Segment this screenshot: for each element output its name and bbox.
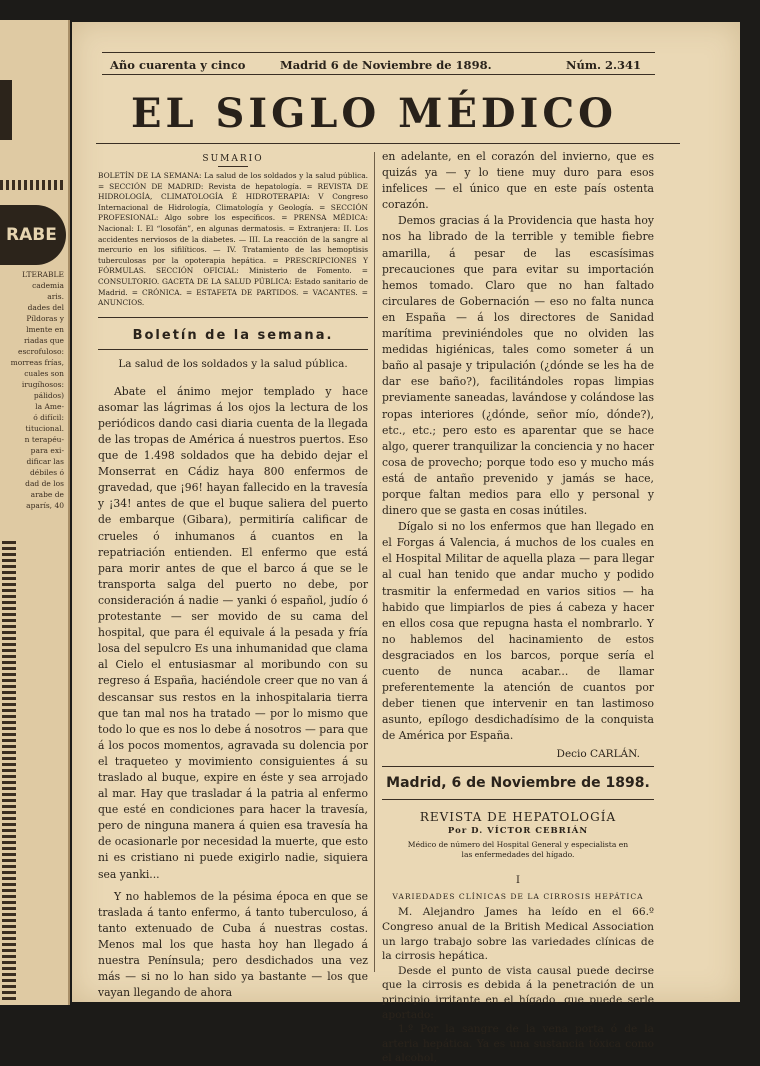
left-page-line: aris. [47,292,64,301]
section-heading: VARIEDADES CLÍNICAS DE LA CIRROSIS HEPÁTICA [392,892,644,902]
column-divider [374,152,375,972]
boletin-paragraph-1: Abate el ánimo mejor templado y hace asomar las lágrimas á los ojos la lectura de los periódicos dando casi diaria cuenta de la llegada de las tropas de América á nuestros puertos. Eso que de 1.498 soldados que ha debido dejar el Monserrat en Cádiz haya 800 enfermos de gravedad, que ¡96! hayan fallecido en la travesía y ¡34! antes de que el buque saliera del puerto de embarque (Gibara), permitiría calificar de crueles ó inhumanos á cuantos en la repatriación entienden. El enfermo que está para morir antes de que el barco á que se le transporta salga del puerto no debe, por consideración á nadie — yanki ó español, judío ó protestante — ser movido de su cama del hospital, que para él equivale á la pesada y fría losa del sepulcro Es una inhumanidad que clama al Cielo el entusiasmar al moribundo con su regreso á España, haciéndole creer que no van á descansar sus restos en la inhospitalaria tierra que tan mal nos ha tratado — por lo mismo que todo lo que es nos lo debe á nosotros — para que á los pocos momentos, agravada su dolencia por el traqueteo y movimiento consiguientes á su traslado al buque, expire en éste y sea arrojado al mar. Hay que trasladar á la patria al enfermo que esté en condiciones para hacer la travesía, pero de ninguna manera á quien esa travesía ha de ocasionarle por necesidad la muerte, que esto ni es cristiano ni puede exigirlo nadie, siquiera sea yanki... [98,384,368,881]
left-page-line: riadas que [23,336,64,345]
left-page-line: irugíhosos: [21,380,64,389]
left-page-line: Píldoras y [26,314,64,323]
sumario-end-rule [98,317,368,318]
revista-author-note: Médico de número del Hospital General y especialista en las enfermedades del hígado. [407,840,629,859]
title-rule [96,143,680,144]
boletin-paragraph-2: Y no hablemos de la pésima época en que se traslada á tanto enfermo, á tanto tuberculoso, á tanto extenuado de Cuba á nuestras costas. Menos mal los que hasta hoy han llegado á nuestra Península; pero desdichados una vez más — si no lo han sido ya bastante — los que vayan llegando de ahora [98,889,368,1000]
left-page-strip [0,20,70,1005]
left-page-line: la Ame- [35,402,64,411]
boletin-paragraph-3: en adelante, en el corazón del invierno, que es quizás ya — y lo tiene muy duro para esos infelices — el único que en este país ostenta corazón. [382,150,654,212]
left-column [98,154,368,1001]
page-title: EL SIGLO MÉDICO [130,90,618,137]
boletin-paragraph-4: Demos gracias á la Providencia que hasta hoy nos ha librado de la terrible y temible fiebre amarilla, á pesar de las escasísimas precauciones que para evitar su importación hemos tomado. Claro que no han faltado circulares de Gobernación — eso no falta nunca en España — á los directores de Sanidad marítima previniéndoles que no olviden las medidas higiénicas, tales como someter á un baño al pasaje y tripulación (¿dónde se les ha de dar ese baño?), facilitándoles ropas limpias previamente saneadas, lavándose y colándose las ropas interiores (¿dónde, señor mío, dónde?), etc., etc.; pero esto es aparentar que se hace algo, querer tranquilizar la conciencia y no hacer cosa de provecho; porque todo eso y mucho más está de antaño prevenido y jamás se hace, porque faltan medios para ello y personal y dinero que se gasta en cosas inútiles. [382,214,654,518]
sumario-heading: SUMARIO [202,154,264,164]
left-page-line: cuales son [24,369,64,378]
left-page-line: dad de los [25,479,64,488]
left-page-line: pálidos) [33,391,64,400]
left-page-line: arabe de [30,490,64,499]
signature: Decio CARLÁN. [556,748,640,761]
left-banner-text: RABE [6,225,57,245]
left-page-line: escrofuloso: [18,347,64,356]
left-page-line: cademia [32,281,64,290]
left-page-line: para exi- [30,446,64,455]
left-page-line: titucional. [25,424,64,433]
madrid-top-rule [382,766,654,767]
ornament-band-top [0,180,66,190]
header-top-rule [102,52,655,53]
left-page-line: ó difícil: [33,413,64,422]
left-page-line: débiles ó [29,468,64,477]
header-bottom-rule [102,74,655,75]
section-number: I [516,875,520,887]
left-page-line: morreas frías, [10,358,64,367]
left-page-line: dificar las [26,457,64,466]
madrid-dateline: Madrid, 6 de Noviembre de 1898. [386,775,650,792]
boletin-subtitle: La salud de los soldados y la salud pública. [118,357,348,370]
ornament-band-bottom [2,540,16,1000]
sumario-text: BOLETÍN DE LA SEMANA: La salud de los soldados y la salud pública. = SECCIÓN DE MADRID: Revista de hepatología. = REVISTA DE HIDROLOGÍA, CLIMATOLOGÍA É HIDROTERAPIA: V Congreso Internacional de Hidrología, Climatología y Geología. = SECCIÓN PROFESIONAL: Algo sobre los específicos. = PRENSA MÉDICA: Nacional: I. El “losofán”, en algunas dermatosis. = Extranjera: II. Los accidentes nerviosos de la diabetes. — III. La reacción de la sangre al mercurio en los sifilíticos. — IV. Tratamiento de las hemoptisis tuberculosas por la opoterapia hepática. = PRESCRIPCIONES Y FÓRMULAS. SECCIÓN OFICIAL: Ministerio de Fomento. = CONSULTORIO. GACETA DE LA SALUD PÚBLICA: Estado sanitario de Madrid. = CRÓNICA. = ESTAFETA DE PARTIDOS. = VACANTES. = ANUNCIOS. [98,171,368,308]
revista-paragraph-2: Desde el punto de vista causal puede decirse que la cirrosis es debida á la penetración de un principio irritante en el hígado, que puede serle aportado: [382,964,654,1021]
right-column [382,149,654,1066]
left-page-line: dades del [27,303,64,312]
left-page-line: LTERABLE [22,270,64,279]
left-image-block [0,80,12,140]
header-date: Madrid 6 de Noviembre de 1898. [280,58,492,72]
revista-paragraph-3: 1.º Por la sangre de la vena porta ó de la arteria hepática. Ya es una sustancia tóxica como el alcohol, [382,1023,654,1065]
boletin-paragraph-5: Dígalo si no los enfermos que han llegado en el Forgas á Valencia, á muchos de los cuales en el Hospital Militar de aquella plaza — para llegar al cual han tenido que andar mucho y podido trasmitir la enfermedad en varios sitios — ha habido que limpiarlos de pies á cabeza y hacer en ellos cosa que repugna hasta el nombrarlo. Y no hablemos del hacinamiento de estos desgraciados en los barcos, porque sería el cuento de nunca acabar... de llamar preferentemente la atención de cuantos por deber tienen que intervenir en tan lastimoso asunto, epílogo desdichadísimo de la conquista de América por España. [382,520,654,743]
newspaper-page [72,22,740,1065]
boletin-heading: Boletín de la semana. [132,327,334,343]
left-page-line: n terapéu- [24,435,64,444]
revista-title: REVISTA DE HEPATOLOGÍA [419,810,617,825]
revista-paragraph-1: M. Alejandro James ha leído en el 66.º Congreso anual de la British Medical Association un largo trabajo sobre las variedades clínicas de la cirrosis hepática. [382,906,654,963]
left-page-line: aparís, 40 [26,501,64,510]
header-year: Año cuarenta y cinco [110,58,246,72]
boletin-rule [98,349,368,350]
madrid-bottom-rule [382,799,654,800]
left-banner [0,205,66,265]
sumario-rule [218,166,248,167]
left-page-line: lmente en [26,325,64,334]
header-number: Núm. 2.341 [566,58,642,72]
revista-author: Por D. VÍCTOR CEBRIÁN [447,826,589,837]
